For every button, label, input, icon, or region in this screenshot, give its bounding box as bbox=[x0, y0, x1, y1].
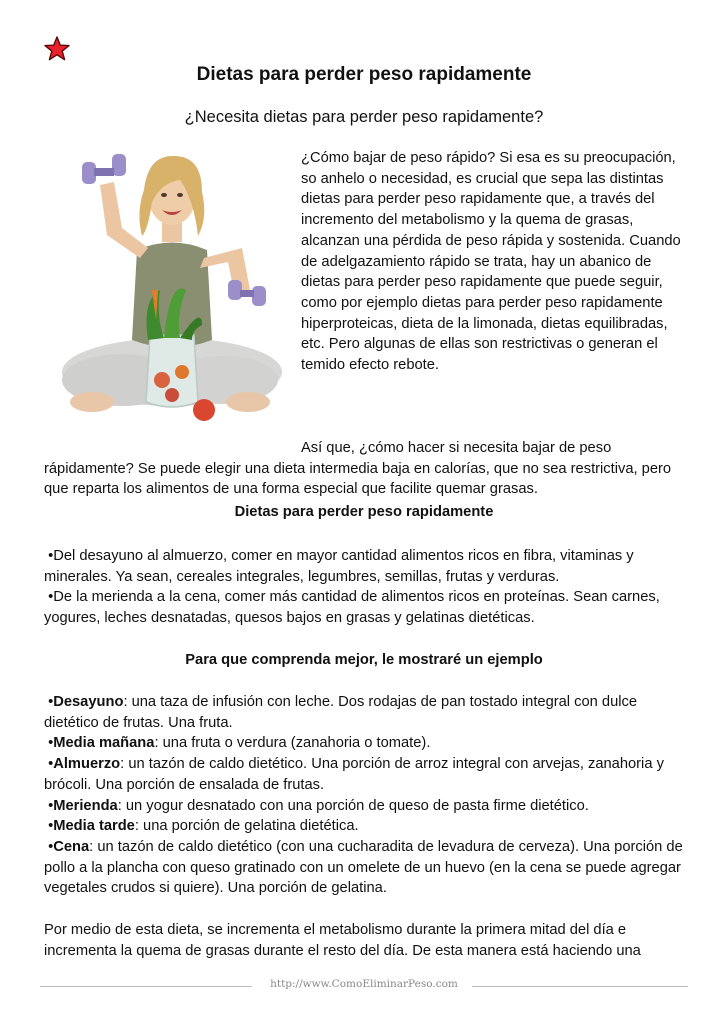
meal-name: Cena bbox=[53, 838, 90, 855]
list-item: •Merienda: un yogur desnatado con una porción de queso de pasta firme dietético. bbox=[44, 797, 589, 814]
meal-name: Media tarde bbox=[53, 818, 135, 835]
meal-plan-list bbox=[44, 692, 688, 899]
list-item: •Desayuno: una taza de infusión con leche. Dos rodajas de pan tostado integral con dulce dietético de frutas. Una fruta. bbox=[44, 694, 638, 731]
meal-name: Almuerzo bbox=[53, 756, 121, 773]
bullet-list-tips bbox=[44, 546, 688, 629]
meal-name: Media mañana bbox=[53, 735, 155, 752]
footer-url[interactable]: http://www.ComoEliminarPeso.com bbox=[270, 978, 458, 990]
meal-text: : un tazón de caldo dietético. Una porción de arroz integral con arvejas, zanahoria y brócoli. Una porción de ensalada de frutas. bbox=[44, 756, 664, 793]
meal-name: Desayuno bbox=[53, 694, 124, 710]
page-title: Dietas para perder peso rapidamente bbox=[196, 64, 532, 85]
star-icon bbox=[44, 36, 70, 62]
list-item: •Media mañana: una fruta o verdura (zanahoria o tomate). bbox=[44, 735, 431, 752]
paragraph-1 bbox=[44, 438, 688, 500]
intro-paragraph bbox=[301, 148, 693, 396]
meal-text: : un yogur desnatado con una porción de queso de pasta firme dietético. bbox=[117, 797, 589, 814]
list-item: •Del desayuno al almuerzo, comer en mayor cantidad alimentos ricos en fibra, vitaminas y minerales. Ya sean, cereales integrales, legumbres, semillas, frutas y verduras. bbox=[44, 548, 634, 585]
meal-name: Merienda bbox=[53, 797, 118, 814]
list-item: •Media tarde: una porción de gelatina dietética. bbox=[44, 818, 359, 835]
woman-with-dumbbells-and-vegetables-image bbox=[52, 140, 282, 430]
paragraph-1-start: Así que, ¿cómo hacer si necesita bajar de peso bbox=[301, 440, 612, 456]
meal-text: : un tazón de caldo dietético (con una cucharadita de levadura de cerveza). Una porción de pollo a la plancha con queso gratinado con un omelete de un huevo (en la cena se puede agregar vegetales crudos si quiere). Una porción de gelatina. bbox=[44, 838, 683, 897]
list-item: •Almuerzo: un tazón de caldo dietético. Una porción de arroz integral con arvejas, zanahoria y brócoli. Una porción de ensalada de frutas. bbox=[44, 756, 664, 793]
section-heading-dietas: Dietas para perder peso rapidamente bbox=[234, 504, 494, 520]
list-item: •Cena: un tazón de caldo dietético (con una cucharadita de levadura de cerveza). Una porción de pollo a la plancha con queso gratinado con un omelete de un huevo (en la cena se puede agregar vegetales crudos si quiere). Una porción de gelatina. bbox=[44, 838, 683, 897]
page-subtitle: ¿Necesita dietas para perder peso rapidamente? bbox=[184, 108, 544, 126]
meal-text: : una taza de infusión con leche. Dos rodajas de pan tostado integral con dulce dietético de frutas. Una fruta. bbox=[44, 694, 638, 731]
intro-text: ¿Cómo bajar de peso rápido? Si esa es su preocupación, so anhelo o necesidad, es crucial que sepa las distintas dietas para perder peso rapidamente que, a través del incremento del metabolismo y la quema de grasas, alcanzan una pérdida de peso rápida y sostenida. Cuando de adelgazamiento rápido se trata, hay un abanico de dietas para perder peso rapidamente que puede seguir, como por ejemplo dietas para perder peso rapidamente hiperproteicas, dieta de la limonada, dietas equilibradas, etc. Pero algunas de ellas son restrictivas o generan el temido efecto rebote. bbox=[301, 150, 681, 374]
list-item: •De la merienda a la cena, comer más cantidad de alimentos ricos en proteínas. Sean carnes, yogures, leches desnatadas, quesos bajos en grasas y gelatinas dietéticas. bbox=[44, 589, 660, 627]
paragraph-1-rest: rápidamente? Se puede elegir una dieta intermedia baja en calorías, que no sea restrictiva, pero que reparta los alimentos de una forma especial que facilite quemar grasas. bbox=[44, 460, 672, 498]
meal-text: : una porción de gelatina dietética. bbox=[134, 818, 359, 835]
section-heading-ejemplo: Para que comprenda mejor, le mostraré un ejemplo bbox=[185, 652, 543, 668]
meal-text: : una fruta o verdura (zanahoria o tomate). bbox=[154, 735, 431, 752]
closing-paragraph: Por medio de esta dieta, se incrementa el metabolismo durante la primera mitad del día e incrementa la quema de grasas durante el resto del día. De esta manera está haciendo una bbox=[44, 922, 641, 959]
page-footer bbox=[40, 977, 688, 997]
